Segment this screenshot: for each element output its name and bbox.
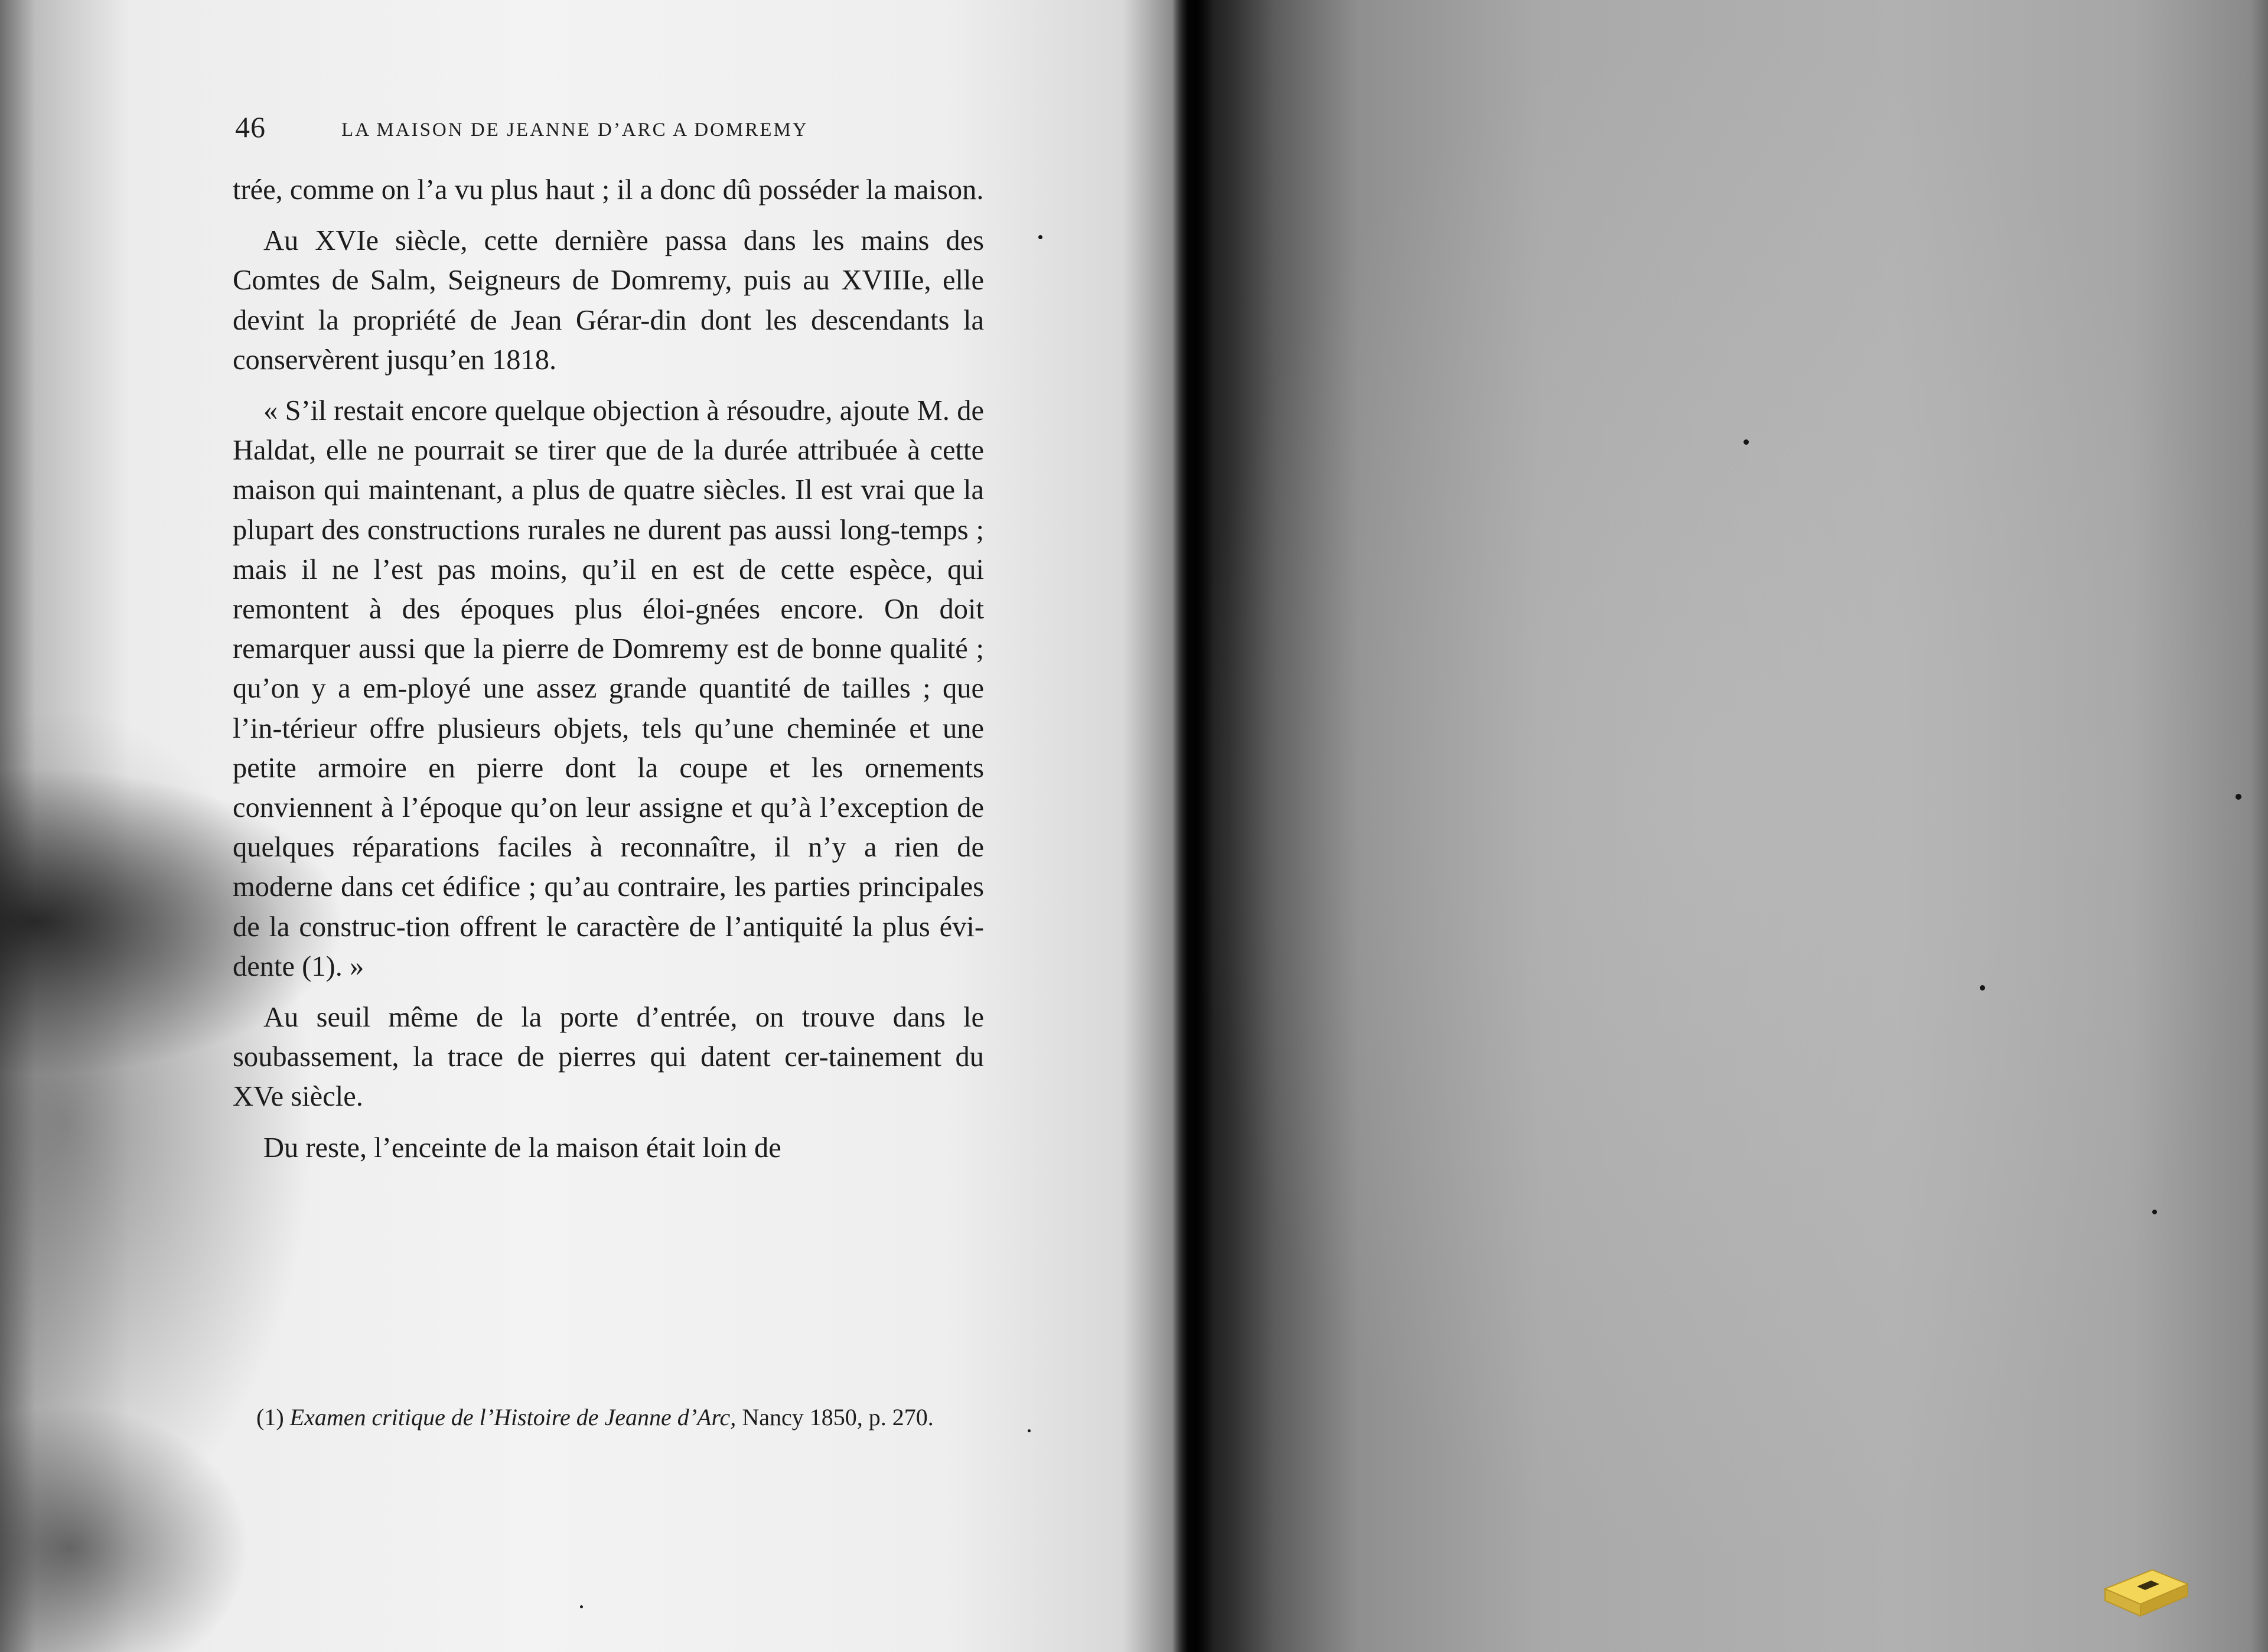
page-number: 46 xyxy=(235,110,266,144)
footnote-title: Examen critique de l’Histoire de Jeanne d’Arc, xyxy=(289,1404,737,1431)
paragraph-salm: Au XVIe siècle, cette dernière passa dans les mains des Comtes de Salm, Seigneurs de Domremy, puis au XVIIIe, elle devint la propriété de Jean Gérar-din dont les descendants la conservèrent jusqu’en 1818. xyxy=(233,225,984,376)
paragraph-threshold: Au seuil même de la porte d’entrée, on trouve dans le soubassement, la trace de pierres qui datent cer-tainement du XVe siècle. xyxy=(233,1002,984,1113)
footnote-marker: (1) xyxy=(256,1404,284,1431)
page-header xyxy=(235,106,985,148)
body-text xyxy=(233,170,984,1168)
paragraph-enceinte: Du reste, l’enceinte de la maison était loin de xyxy=(263,1132,781,1164)
ink-speck xyxy=(1038,235,1042,239)
cube-icon xyxy=(2101,1555,2190,1618)
running-title: LA MAISON DE JEANNE D’ARC A DOMREMY xyxy=(341,119,809,141)
footnote-reference: Nancy 1850, p. 270. xyxy=(742,1404,934,1431)
ink-speck xyxy=(2236,794,2241,800)
book-gutter xyxy=(1172,0,1214,1652)
ink-speck xyxy=(1980,985,1985,990)
right-page-blank xyxy=(1187,0,2268,1652)
ink-speck xyxy=(2152,1210,2157,1214)
ink-speck xyxy=(580,1605,583,1608)
footnote xyxy=(233,1402,984,1433)
footnote-text xyxy=(233,1402,984,1433)
ink-speck xyxy=(1028,1429,1031,1432)
ink-speck xyxy=(1744,439,1749,445)
paragraph-haldat-quote: « S’il restait encore quelque objection à résoudre, ajoute M. de Haldat, elle ne pourrait se tirer que de la durée attribuée à cette maison qui maintenant, a plus de quatre siècles. Il est vrai que la plupart des constructions rurales ne durent pas aussi long-temps ; mais il ne l’est pas moins, qu’il en est de cette espèce, qui remontent à des époques plus éloi-gnées encore. On doit remarquer aussi que la pierre de Domremy est de bonne qualité ; qu’on y a em-ployé une assez grande quantité de tailles ; que l’in-térieur offre plusieurs objets, tels qu’une cheminée et une petite armoire en pierre dont la coupe et les ornements conviennent à l’époque qu’on leur assigne et qu’à l’exception de quelques réparations faciles à reconnaître, il n’y a rien de moderne dans cet édifice ; qu’au contraire, les parties principales de la construc-tion offrent le caractère de l’antiquité la plus évi-dente (1). » xyxy=(233,395,984,982)
paragraph-continuation: trée, comme on l’a vu plus haut ; il a donc dû posséder la maison. xyxy=(233,174,984,206)
